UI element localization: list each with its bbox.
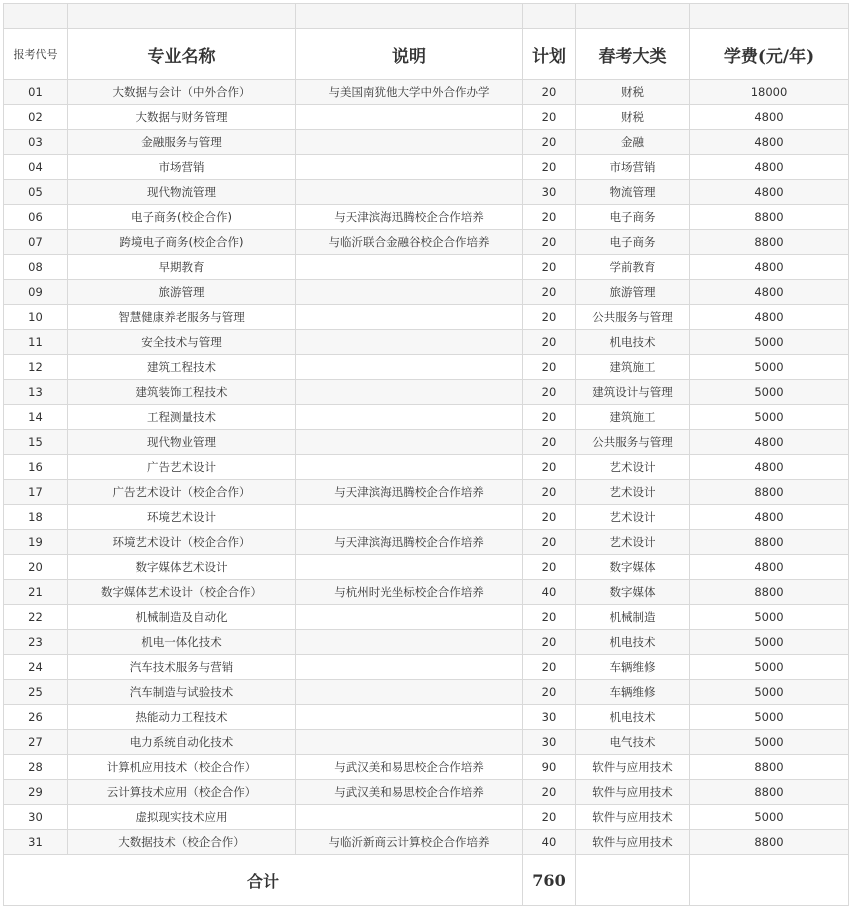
table-row [4, 605, 849, 630]
cell-note: 与武汉美和易思校企合作培养 [296, 780, 523, 805]
cell-category: 公共服务与管理 [576, 305, 690, 330]
cell-code: 22 [4, 605, 68, 630]
cell-major: 广告艺术设计（校企合作） [68, 480, 296, 505]
cell-fee: 8800 [690, 530, 849, 555]
cell-code: 27 [4, 730, 68, 755]
header-plan: 计划 [523, 29, 576, 80]
cell-major: 计算机应用技术（校企合作） [68, 755, 296, 780]
cell-category: 软件与应用技术 [576, 755, 690, 780]
cell-plan: 20 [523, 780, 576, 805]
cell-code: 12 [4, 355, 68, 380]
cell-note: 与杭州时光坐标校企合作培养 [296, 580, 523, 605]
cell-note: 与天津滨海迅腾校企合作培养 [296, 530, 523, 555]
blank-top-row [4, 4, 849, 29]
cell-major: 环境艺术设计（校企合作） [68, 530, 296, 555]
cell-category: 建筑施工 [576, 405, 690, 430]
cell-fee: 18000 [690, 80, 849, 105]
cell-major: 工程测量技术 [68, 405, 296, 430]
cell-plan: 20 [523, 455, 576, 480]
cell-major: 旅游管理 [68, 280, 296, 305]
cell-plan: 30 [523, 180, 576, 205]
cell-plan: 20 [523, 480, 576, 505]
cell-note [296, 430, 523, 455]
cell-category: 数字媒体 [576, 555, 690, 580]
table-row [4, 280, 849, 305]
cell-note [296, 180, 523, 205]
table-row [4, 180, 849, 205]
total-empty-cell [576, 855, 690, 906]
cell-category: 软件与应用技术 [576, 830, 690, 855]
cell-fee: 5000 [690, 805, 849, 830]
total-plan: 760 [523, 855, 576, 906]
cell-fee: 4800 [690, 430, 849, 455]
table-row [4, 380, 849, 405]
cell-category: 市场营销 [576, 155, 690, 180]
table-row [4, 330, 849, 355]
cell-major: 建筑工程技术 [68, 355, 296, 380]
cell-note: 与临沂新商云计算校企合作培养 [296, 830, 523, 855]
cell-category: 财税 [576, 80, 690, 105]
cell-plan: 20 [523, 680, 576, 705]
cell-note [296, 655, 523, 680]
cell-major: 汽车制造与试验技术 [68, 680, 296, 705]
cell-major: 安全技术与管理 [68, 330, 296, 355]
cell-major: 智慧健康养老服务与管理 [68, 305, 296, 330]
cell-major: 虚拟现实技术应用 [68, 805, 296, 830]
header-row [4, 29, 849, 80]
table-row [4, 130, 849, 155]
cell-note: 与临沂联合金融谷校企合作培养 [296, 230, 523, 255]
enrollment-table-container [3, 3, 849, 906]
cell-category: 财税 [576, 105, 690, 130]
header-fee: 学费(元/年) [690, 29, 849, 80]
cell-plan: 20 [523, 655, 576, 680]
cell-fee: 4800 [690, 180, 849, 205]
cell-category: 电子商务 [576, 205, 690, 230]
cell-code: 31 [4, 830, 68, 855]
cell-category: 公共服务与管理 [576, 430, 690, 455]
table-row [4, 80, 849, 105]
cell-plan: 20 [523, 255, 576, 280]
cell-plan: 20 [523, 530, 576, 555]
cell-code: 07 [4, 230, 68, 255]
cell-code: 15 [4, 430, 68, 455]
cell-fee: 4800 [690, 305, 849, 330]
table-row [4, 205, 849, 230]
cell-code: 05 [4, 180, 68, 205]
cell-note [296, 805, 523, 830]
cell-code: 18 [4, 505, 68, 530]
cell-note [296, 105, 523, 130]
cell-plan: 20 [523, 305, 576, 330]
cell-category: 学前教育 [576, 255, 690, 280]
cell-code: 26 [4, 705, 68, 730]
cell-plan: 30 [523, 730, 576, 755]
cell-category: 艺术设计 [576, 505, 690, 530]
cell-code: 16 [4, 455, 68, 480]
cell-plan: 40 [523, 830, 576, 855]
cell-fee: 5000 [690, 730, 849, 755]
blank-cell [576, 4, 690, 29]
cell-note [296, 555, 523, 580]
cell-major: 数字媒体艺术设计（校企合作） [68, 580, 296, 605]
table-row [4, 355, 849, 380]
cell-note [296, 730, 523, 755]
cell-major: 金融服务与管理 [68, 130, 296, 155]
cell-fee: 4800 [690, 255, 849, 280]
table-row [4, 780, 849, 805]
table-row [4, 555, 849, 580]
cell-code: 08 [4, 255, 68, 280]
blank-cell [523, 4, 576, 29]
cell-fee: 8800 [690, 205, 849, 230]
cell-note [296, 380, 523, 405]
cell-fee: 5000 [690, 405, 849, 430]
blank-cell [690, 4, 849, 29]
cell-fee: 8800 [690, 480, 849, 505]
cell-code: 03 [4, 130, 68, 155]
cell-major: 数字媒体艺术设计 [68, 555, 296, 580]
table-row [4, 505, 849, 530]
cell-note: 与天津滨海迅腾校企合作培养 [296, 205, 523, 230]
cell-plan: 20 [523, 80, 576, 105]
cell-category: 机电技术 [576, 330, 690, 355]
cell-note [296, 405, 523, 430]
cell-fee: 5000 [690, 630, 849, 655]
table-row [4, 305, 849, 330]
cell-code: 25 [4, 680, 68, 705]
cell-major: 环境艺术设计 [68, 505, 296, 530]
cell-plan: 20 [523, 630, 576, 655]
cell-major: 大数据与会计（中外合作） [68, 80, 296, 105]
cell-fee: 4800 [690, 130, 849, 155]
cell-category: 电子商务 [576, 230, 690, 255]
cell-note [296, 680, 523, 705]
cell-plan: 40 [523, 580, 576, 605]
cell-code: 29 [4, 780, 68, 805]
table-row [4, 530, 849, 555]
cell-category: 旅游管理 [576, 280, 690, 305]
cell-code: 14 [4, 405, 68, 430]
cell-major: 机电一体化技术 [68, 630, 296, 655]
table-body [4, 80, 849, 855]
cell-major: 汽车技术服务与营销 [68, 655, 296, 680]
cell-fee: 4800 [690, 155, 849, 180]
cell-plan: 20 [523, 555, 576, 580]
cell-code: 09 [4, 280, 68, 305]
cell-plan: 20 [523, 805, 576, 830]
cell-fee: 5000 [690, 655, 849, 680]
cell-note [296, 705, 523, 730]
cell-major: 早期教育 [68, 255, 296, 280]
table-row [4, 430, 849, 455]
total-label: 合计 [4, 855, 523, 906]
cell-fee: 5000 [690, 355, 849, 380]
cell-fee: 4800 [690, 555, 849, 580]
cell-plan: 20 [523, 230, 576, 255]
cell-major: 市场营销 [68, 155, 296, 180]
cell-note: 与武汉美和易思校企合作培养 [296, 755, 523, 780]
cell-code: 10 [4, 305, 68, 330]
cell-major: 建筑装饰工程技术 [68, 380, 296, 405]
cell-code: 19 [4, 530, 68, 555]
cell-major: 大数据技术（校企合作） [68, 830, 296, 855]
table-row [4, 630, 849, 655]
cell-fee: 8800 [690, 755, 849, 780]
cell-code: 28 [4, 755, 68, 780]
table-row [4, 805, 849, 830]
cell-code: 13 [4, 380, 68, 405]
table-row [4, 580, 849, 605]
cell-code: 30 [4, 805, 68, 830]
cell-code: 24 [4, 655, 68, 680]
cell-plan: 20 [523, 405, 576, 430]
cell-plan: 20 [523, 355, 576, 380]
cell-major: 现代物流管理 [68, 180, 296, 205]
cell-fee: 8800 [690, 580, 849, 605]
cell-category: 软件与应用技术 [576, 780, 690, 805]
header-major: 专业名称 [68, 29, 296, 80]
cell-note [296, 355, 523, 380]
cell-note [296, 155, 523, 180]
cell-code: 20 [4, 555, 68, 580]
cell-major: 机械制造及自动化 [68, 605, 296, 630]
cell-note [296, 280, 523, 305]
cell-category: 数字媒体 [576, 580, 690, 605]
table-row [4, 730, 849, 755]
cell-major: 电力系统自动化技术 [68, 730, 296, 755]
cell-category: 建筑设计与管理 [576, 380, 690, 405]
cell-major: 热能动力工程技术 [68, 705, 296, 730]
cell-category: 车辆维修 [576, 655, 690, 680]
cell-category: 软件与应用技术 [576, 805, 690, 830]
cell-fee: 5000 [690, 380, 849, 405]
cell-fee: 8800 [690, 830, 849, 855]
enrollment-table [3, 3, 849, 906]
cell-major: 电子商务(校企合作) [68, 205, 296, 230]
cell-note [296, 255, 523, 280]
cell-category: 艺术设计 [576, 455, 690, 480]
cell-note [296, 505, 523, 530]
table-row [4, 155, 849, 180]
cell-note: 与美国南犹他大学中外合作办学 [296, 80, 523, 105]
cell-category: 建筑施工 [576, 355, 690, 380]
cell-fee: 5000 [690, 605, 849, 630]
cell-major: 现代物业管理 [68, 430, 296, 455]
cell-fee: 5000 [690, 705, 849, 730]
cell-plan: 20 [523, 505, 576, 530]
cell-plan: 20 [523, 430, 576, 455]
cell-category: 电气技术 [576, 730, 690, 755]
cell-note [296, 305, 523, 330]
cell-fee: 8800 [690, 780, 849, 805]
cell-note [296, 630, 523, 655]
cell-category: 机电技术 [576, 630, 690, 655]
cell-note: 与天津滨海迅腾校企合作培养 [296, 480, 523, 505]
cell-code: 21 [4, 580, 68, 605]
table-row [4, 255, 849, 280]
cell-category: 车辆维修 [576, 680, 690, 705]
cell-code: 17 [4, 480, 68, 505]
header-code: 报考代号 [4, 29, 68, 80]
cell-plan: 20 [523, 205, 576, 230]
cell-plan: 20 [523, 605, 576, 630]
cell-fee: 4800 [690, 280, 849, 305]
cell-note [296, 605, 523, 630]
cell-category: 物流管理 [576, 180, 690, 205]
cell-note [296, 330, 523, 355]
blank-cell [68, 4, 296, 29]
cell-fee: 8800 [690, 230, 849, 255]
cell-fee: 5000 [690, 680, 849, 705]
cell-code: 01 [4, 80, 68, 105]
cell-code: 23 [4, 630, 68, 655]
cell-code: 04 [4, 155, 68, 180]
cell-plan: 20 [523, 155, 576, 180]
cell-code: 02 [4, 105, 68, 130]
table-row [4, 105, 849, 130]
cell-category: 金融 [576, 130, 690, 155]
total-empty-cell [690, 855, 849, 906]
cell-major: 跨境电子商务(校企合作) [68, 230, 296, 255]
cell-plan: 30 [523, 705, 576, 730]
cell-major: 广告艺术设计 [68, 455, 296, 480]
cell-fee: 5000 [690, 330, 849, 355]
table-row [4, 705, 849, 730]
header-category: 春考大类 [576, 29, 690, 80]
cell-plan: 20 [523, 380, 576, 405]
table-row [4, 230, 849, 255]
table-row [4, 755, 849, 780]
cell-plan: 20 [523, 330, 576, 355]
cell-major: 大数据与财务管理 [68, 105, 296, 130]
cell-plan: 20 [523, 280, 576, 305]
header-note: 说明 [296, 29, 523, 80]
blank-cell [4, 4, 68, 29]
cell-note [296, 455, 523, 480]
cell-fee: 4800 [690, 105, 849, 130]
cell-code: 11 [4, 330, 68, 355]
table-row [4, 830, 849, 855]
cell-category: 机电技术 [576, 705, 690, 730]
blank-cell [296, 4, 523, 29]
cell-category: 艺术设计 [576, 480, 690, 505]
table-row [4, 680, 849, 705]
cell-category: 艺术设计 [576, 530, 690, 555]
table-row [4, 405, 849, 430]
cell-category: 机械制造 [576, 605, 690, 630]
cell-plan: 20 [523, 105, 576, 130]
cell-plan: 20 [523, 130, 576, 155]
table-row [4, 480, 849, 505]
cell-plan: 90 [523, 755, 576, 780]
table-row [4, 455, 849, 480]
total-row [4, 855, 849, 906]
cell-fee: 4800 [690, 505, 849, 530]
table-row [4, 655, 849, 680]
cell-note [296, 130, 523, 155]
cell-code: 06 [4, 205, 68, 230]
cell-major: 云计算技术应用（校企合作） [68, 780, 296, 805]
cell-fee: 4800 [690, 455, 849, 480]
